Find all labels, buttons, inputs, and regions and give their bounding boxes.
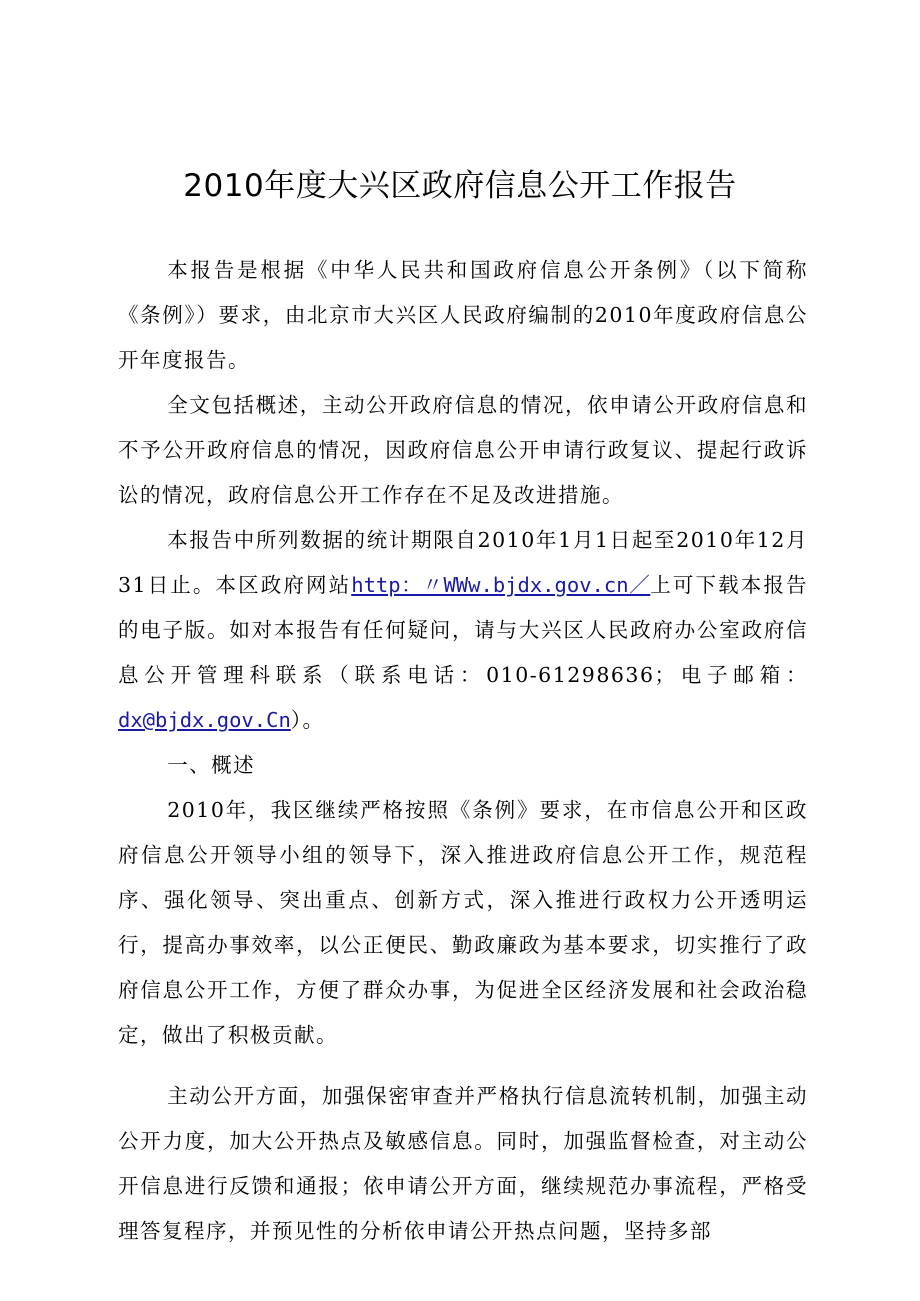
- document-body: [118, 248, 808, 1254]
- paragraph-active-disclosure: 主动公开方面，加强保密审查并严格执行信息流转机制，加强主动公开力度，加大公开热点及敏感信息。同时，加强监督检查，对主动公开信息进行反馈和通报；依申请公开方面，继续规范办事流程，严格受理答复程序，并预见性的分析依申请公开热点问题，坚持多部: [118, 1084, 808, 1243]
- paragraph-gap: [118, 1058, 808, 1074]
- paragraph-overview: 2010年，我区继续严格按照《条例》要求，在市信息公开和区政府信息公开领导小组的领导下，深入推进政府信息公开工作，规范程序、强化领导、突出重点、创新方式，深入推进行政权力公开透明运行，提高办事效率，以公正便民、勤政廉政为基本要求，切实推行了政府信息公开工作，方便了群众办事，为促进全区经济发展和社会政治稳定，做出了积极贡献。: [118, 798, 808, 1047]
- statistics-text-start: 本报告中所列数据的统计期限自2010年1月1日起至2010年12月31日止。本区政府网站: [118, 528, 808, 597]
- email-link[interactable]: dx@bjdx.gov.Cn: [118, 708, 291, 732]
- statistics-text-end: ）。: [290, 708, 325, 732]
- paragraph-intro: 本报告是根据《中华人民共和国政府信息公开条例》（以下简称《条例》）要求，由北京市大兴区人民政府编制的2010年度政府信息公开年度报告。: [118, 258, 808, 372]
- statistics-text-middle: 上可下载本报告的电子版。如对本报告有任何疑问，请与大兴区人民政府办公室政府信息公开管理科联系（联系电话：010-61298636；电子邮箱：: [118, 573, 808, 687]
- website-link[interactable]: http：〃WWw.bjdx.gov.cn／: [351, 573, 651, 597]
- document-title: 2010年度大兴区政府信息公开工作报告: [183, 168, 737, 204]
- section-heading-overview: 一、概述: [167, 753, 256, 777]
- paragraph-contents: 全文包括概述，主动公开政府信息的情况，依申请公开政府信息和不予公开政府信息的情况，因政府信息公开申请行政复议、提起行政诉讼的情况，政府信息公开工作存在不足及改进措施。: [118, 393, 808, 507]
- paragraph-statistics: [118, 518, 808, 743]
